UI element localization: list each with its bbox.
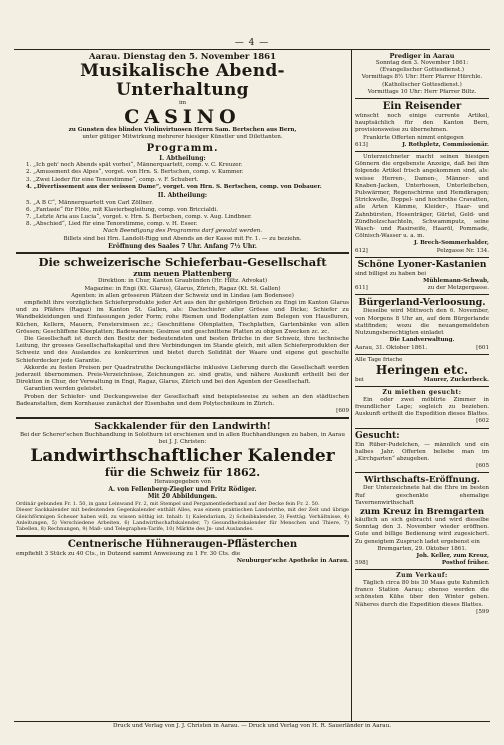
slate-subtitle: zum neuen Plattenberg (133, 269, 232, 279)
concert-venue: CASINO (124, 106, 241, 129)
sale-body: Täglich circa 80 bis 30 Maas gute Kuhmilch franco Station Aarau; ebenso werden die schönsten Kühe über den Winter geben. Näheres durch die Expedition dieses Blattes. (355, 579, 489, 608)
corn-apothecary: Neuburger'sche Apotheke in Aarau. (236, 557, 349, 564)
sale-ad (355, 572, 489, 616)
chestnut-body: sind billigst zu haben bei (355, 270, 427, 277)
chestnut-ad (355, 260, 489, 293)
goods-sign (355, 248, 489, 255)
traveler-title: Ein Reisender (382, 101, 462, 113)
divider (355, 151, 489, 152)
puppy-ad (355, 431, 489, 471)
concert-dateline: Aarau. Dienstag den 5. November 1861 (88, 52, 277, 62)
divider (355, 428, 489, 429)
left-column (16, 52, 349, 565)
program-item: 6. „Fantasie“ für Flöte, mit Klavierbegleitung, comp. von Briccialdi. (26, 206, 218, 213)
ad-ref: [602 (476, 418, 489, 425)
preacher-line3: Vormittags 10 Uhr: Herr Pfarrer Biltz. (367, 88, 477, 95)
puppy-title: Gesucht: (355, 430, 400, 441)
ad-ref: [605 (476, 463, 489, 470)
auction-body: Dieselbe wird Mittwoch den 6. November, von Morgens 8 Uhr an, auf dem Bürgerlande stattfinden; wozu die neuangemeldeten Nutzungsberechtigten einladet (355, 308, 489, 337)
part1-title: I. Abtheilung: (159, 154, 206, 162)
rent-body: Ein oder zwei möblirte Zimmer in freundlicher Lage; sogleich zu beziehen. Auskunft ertheilt die Expedition dieses Blattes. (355, 396, 489, 418)
ad-ref: 611] (355, 285, 368, 292)
slate-body3: Akkorde zu festen Preisen per Quadratruthe Deckungsfläche inklusive Lieferung durch die Gesellschaft werden jederzeit übernommen. Preis-Verzeichnisse, Zeichnungen zc. sind gratis, und nähere Auskunft ertheilt bei der Direktion in Chur, der Verwaltung in Engi, Ragaz, Glarus, Zürich und bei den Agenten der Gesellschaft. (16, 364, 349, 386)
ad-ref: 612] (355, 247, 368, 254)
corn-title: Centnerische Hühneraugen-Pflästerchen (67, 538, 298, 550)
calendar-price: Ordinär gebunden Fr. 1. 50, in ganz Leinwand Fr. 2, mit Stempel und Pergamentlederband auf der Decke fein Fr. 2. 50. (16, 501, 320, 508)
program-item: 2. „Amusement des Alpes“, vorget. von Hrn. S. Bertschen, comp. v. Kummer. (26, 169, 244, 176)
divider (355, 386, 489, 387)
rent-ad (355, 389, 489, 425)
calendar-ad (16, 421, 349, 532)
corn-body: empfiehlt 3 Stück zu 40 Cts., in Dutzend sammt Anweisung zu 1 Fr. 30 Cts. die (16, 550, 241, 557)
ad-ref: [601 (476, 344, 489, 351)
auction-ad (355, 297, 489, 351)
divider (16, 417, 349, 419)
slate-magazine: Magazine: in Engi (Kt. Glarus), Glarus, Zürich, Ragaz (Kt. St. Gallen) (84, 285, 281, 292)
puppy-body: Ein Rüber-Pudelchen, — männlich und ein halbes Jahr. Offerten beliebe man im „Kirchgarten“ abzugeben. (355, 441, 489, 462)
rent-title: Zu miethen gesucht: (382, 389, 462, 397)
slate-body1: empfiehlt ihre vorzüglichen Schieferprodukte jeder Art aus den ihr gehörigen Brüchen zu Engi im Kanton Glarus und zu Pfäfers (Ragaz) im Kanton St. Gallen, als: Dachschiefer aller Grösse und Dicke; Schiefer zu Wandbekleidungen und Einfassungen jeder Form; rohe Riemen und Bodenplatten zum Belegen von Hausfluren, Küchen, Kellern, Mauern, Fenstersimsen zc.; Geschnittene Ofenplatten, Tischplatten, Gartenbänke von allen Grössen; Geschliffene Kleeplatten; Badewannen; Gesimse und geschnittene Platten zu obigen Zwecken zc. zc. (16, 300, 349, 335)
divider (16, 535, 349, 537)
inn-body2: käuflich an sich gebracht und wird dieselbe Sonntag den 3. November wieder eröffnen. Gute und billige Bedienung wird zugesichert. Zu geneigtem Zuspruch ladet ergebenst ein (355, 516, 489, 545)
chestnut-addr: zu der Metzgergasse. (427, 285, 489, 292)
concert-tickets: Billets sind bei Hrn. Landolt-Rigg und Abends an der Kasse mit Fr. 1. — zu beziehn. (63, 235, 302, 242)
calendar-sub: Bei der Scherer'schen Buchhandlung in Solothurn ist erschienen und in allen Buchhandlungen zu haben, in Aarau bei J. J. Christen: (20, 432, 345, 446)
right-column (355, 52, 489, 616)
auction-sign (355, 345, 489, 352)
concert-note: Nach Beendigung des Programms darf gewalzt werden. (102, 228, 263, 235)
concert-in: im (178, 100, 187, 106)
calendar-title: Sackkalender für den Landwirth! (94, 421, 271, 433)
part2-list (16, 200, 349, 229)
herring-title: Heringen etc. (375, 362, 469, 377)
chestnut-sign (355, 285, 489, 292)
traveler-body: wünscht noch einige currente Artikel, hauptsächlich für den Kanton Bern, provisionsweise zu übernehmen. (355, 113, 489, 134)
preacher-sub: (Evangelischer Gottesdienst.) (379, 67, 465, 74)
page-number: — 4 — (234, 38, 270, 48)
concert-opening: Eröffnung des Saales 7 Uhr. Anfang 7½ Uhr. (108, 242, 257, 250)
auction-name: Die Landverwaltung. (389, 337, 455, 344)
slate-title: Die schweizerische Schieferbau-Gesellschaft (38, 255, 327, 270)
program-item: 8. „Abschied“, Lied für eine Tenorstimme, comp. v. H. Esser. (26, 221, 198, 228)
divider (355, 294, 489, 295)
ad-ref: [599 (476, 608, 489, 615)
ad-ref: 598] (355, 560, 368, 567)
auction-title: Bürgerland-Verloosung. (358, 297, 486, 309)
herring-bei: bei (355, 376, 364, 383)
slate-body5: Proben der Schiefer- und Deckungsweise der Gesellschaft sind beispielsweise zu sehen an den städtischen Badeanstalten, dem Kornhause zunächst der Eisenbahn und dem Polytechnikum in Zürich. (16, 393, 349, 407)
calendar-year: für die Schweiz für 1862. (104, 465, 261, 479)
herring-top: Alle Tage frische (355, 356, 403, 363)
divider (355, 569, 489, 570)
corn-plaster-ad (16, 539, 349, 565)
goods-name: J. Brech-Sommerhalder, (413, 240, 489, 247)
traveler-fr: Frankirte Offerten nimmt entgegen (363, 134, 464, 141)
inn-post: Posthof früher. (441, 560, 489, 567)
inn-sign (355, 560, 489, 567)
calendar-illus: Mit 20 Abbildungen. (147, 493, 218, 501)
sale-title: Zum Verkauf: (396, 572, 448, 580)
slate-direktion: Direktion: in Chur, Kanton Graubünden (Hr. Hiltz. Advokat) (97, 278, 268, 285)
preacher-line2: (Katholischer Gottesdienst.) (382, 81, 462, 88)
herring-name: Maurer, Zuckerbeck. (423, 376, 489, 383)
inn-owner: Joh. Keller, zum Kreuz, (416, 552, 489, 559)
herring-sign (355, 377, 489, 384)
inn-ad (355, 475, 489, 567)
divider (355, 472, 489, 473)
calendar-body: Dieser Sackkalender mit bedeutenden Gegenkalender enthält Alles, was einem praktischen Landwirthe, mit der Zeit und übrige Gleichförmigen Scheuer haben will, zu wissen nöthig ist. Inhalt: 1) Kalendarium, 2) Scheibkalender, 3) Festtäg. Verhältnisse, 4) Anleitungen, 5) Verschiedene Arbeiten, 6) Landwirthschaftskalender, 7) Gesundheitskalender für Menschen und Thiere, 7) Tabellen, 8) Rechnungen, 9) Maß- und Telegraphen-Tarife, 10) Märkte des Jn- und Auslandes. (16, 507, 349, 533)
program-item: 1. „Ich geh' noch Abends spät vorbei“, Männerquartett, comp. v. C. Kreuzer. (26, 162, 243, 169)
traveler-sign (355, 142, 489, 149)
inn-date: Bremgarten, 29. Oktober 1861. (377, 545, 467, 552)
slate-body2: Die Gesellschaft ist durch den Besitz der bedeutendsten und besten Brüche in der Schweiz, ihre technische Leitung, ihr grosses Gesellschaftskapital und ihre Verbindungen im Stande gleich, mit allen Schieferprodukten der Schweiz und des Auslandes zu konkurriren und bietet durch Solidität der Waare und eigene gut geschulte Schieferdecker jede Garantie. (16, 336, 349, 364)
calendar-name: Landwirthschaftlicher Kalender (30, 445, 335, 466)
inn-name: zum Kreuz in Bremgarten (359, 506, 485, 517)
program-item: 3. „Zwei Lieder für eine Tenorstimme“, comp. v. F. Schubert. (26, 176, 199, 183)
slate-agenten: Agenten: in allen grösseren Plätzen der Schweiz und in Lindau (am Bodensee) (71, 292, 294, 299)
bottom-rule (14, 721, 490, 722)
program-item: 7. „Letzte Aria aus Lucia“, vorget. v. Hrn. S. Bertschen, comp. v. Aug. Lindbner. (26, 214, 252, 221)
slate-ref: [609 (336, 408, 349, 415)
goods-addr: Pelzgasse Nr. 134. (436, 247, 489, 254)
program-item: 5. „A B C“, Männerquartett von Carl Zöllner. (26, 199, 154, 206)
herring-ad (355, 357, 489, 384)
program-title: Programm. (146, 142, 219, 154)
traveler-name: J. Rothpletz, Commissionär. (402, 141, 489, 148)
traveler-ad (355, 101, 489, 149)
concert-assist: unter gütiger Mitwirkung mehrerer hiesiger Künstler und Dilettanten. (82, 134, 283, 141)
goods-body: Unterzeichneter macht seinen hiesigen Gönnern die ergebenste Anzeige, daß bei ihm folgende Artikel frisch angekommen sind, als: weisse Herren-, Damen-, Männer- und Knaben-Jacken, Unterhosen, Unterleibchen, Pulswärmer, Regenschirme und Hemdkragen; Strickwolle, Doppel- und hochrothe Cravatten, alle Arten Kämme, Kleider-, Haar- und Zahnbürsten, Hosenträger, Gürtel, Geld- und Zündholzschachteln, Schwammputz, seine Wasch- und Rasirseife, Haaröl, Pommade, Cölnisch-Wasser u. a. m. (355, 154, 489, 240)
goods-ad (355, 154, 489, 255)
slate-ad (16, 256, 349, 415)
column-divider (351, 49, 352, 721)
imprint: Druck und Verlag von J. J. Christen in Aarau. — Druck und Verlag von H. R. Sauerländer in Aarau. (113, 723, 391, 729)
chestnut-title: Schöne Lyoner-Kastanien (357, 259, 487, 270)
concert-benefit: zu Gunsten des blinden Violinvirtuosen Herrn Sam. Bertschen aus Bern, (68, 127, 297, 134)
inn-body: Der Unterzeichnete hat die Ehre im besten Ruf geschenkte ehemalige Tavernenwirthschaft (355, 485, 489, 506)
divider (355, 98, 489, 99)
slate-body4: Garantien werden geleistet. (24, 386, 104, 393)
calendar-editors: A. von Fellenberg-Ziegler und Fritz Rödiger. (108, 485, 257, 493)
preacher-title: Prediger in Aarau (389, 52, 455, 60)
concert-ad (16, 52, 349, 250)
preacher-date: Sonntag den 3. November 1861: (375, 60, 469, 66)
top-rule (14, 49, 490, 50)
inn-title: Wirthschafts-Eröffnung. (364, 475, 480, 486)
divider (355, 257, 489, 258)
calendar-editors-label: Herausgegeben von (154, 478, 211, 485)
preacher-notice (355, 52, 489, 96)
divider (355, 354, 489, 355)
concert-title: Musikalische Abend-Unterhaltung (80, 61, 285, 100)
ad-ref: 613] (355, 141, 368, 148)
program-item: 4. „Divertissement aus der weissen Dame“, vorget. von Hrn. S. Bertschen, comp. von Dobauer. (26, 183, 322, 190)
part1-list (16, 162, 349, 191)
part2-title: II. Abtheilung: (157, 192, 208, 200)
chestnut-name: Mühlemann-Schwab, (423, 278, 489, 285)
auction-date: Aarau, 31. Oktober 1861. (355, 344, 428, 351)
preacher-line1: Vormittags 8½ Uhr: Herr Pfarrer Hürchle. (361, 74, 483, 81)
divider (16, 252, 349, 254)
